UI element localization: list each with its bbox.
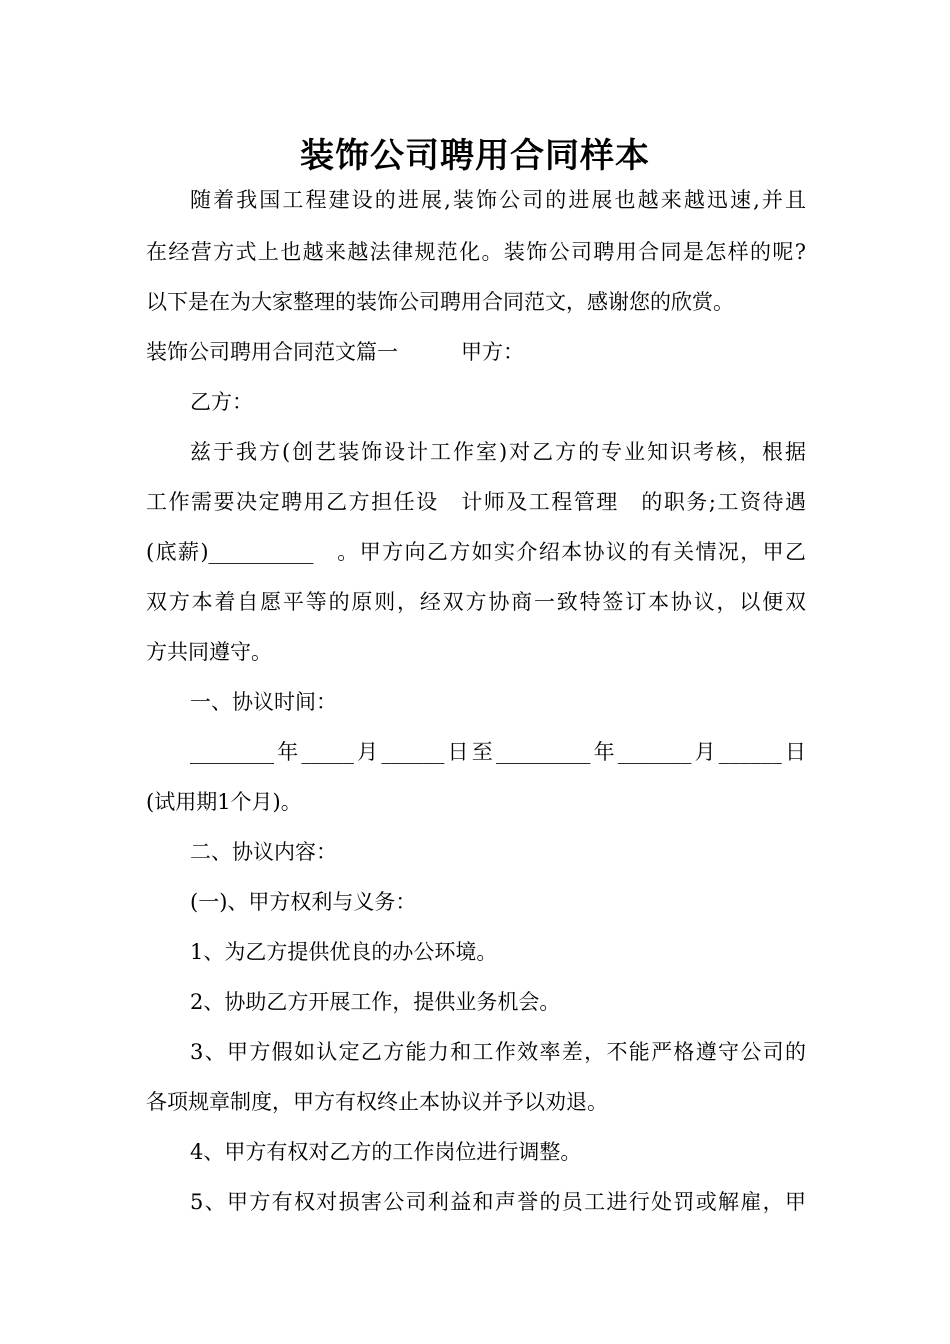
paragraph-line: (底薪)__________ 。甲方向乙方如实介绍本协议的有关情况，甲乙 — [146, 540, 806, 564]
paragraph-line: 双方本着自愿平等的原则，经双方协商一致特签订本协议，以便双 — [146, 590, 806, 614]
section-heading: 一、协议时间： — [190, 690, 337, 714]
section-heading: 装饰公司聘用合同范文篇一 甲方： — [146, 340, 524, 364]
paragraph-line: 随着我国工程建设的进展,装饰公司的进展也越来越迅速,并且 — [190, 188, 806, 212]
list-item: 2、协助乙方开展工作，提供业务机会。 — [190, 990, 561, 1014]
paragraph-line: 方共同遵守。 — [146, 640, 272, 664]
subsection-heading: (一)、甲方权利与义务： — [190, 890, 417, 914]
list-item: 5、甲方有权对损害公司利益和声誉的员工进行处罚或解雇，甲 — [190, 1190, 806, 1214]
paragraph-line: 以下是在为大家整理的装饰公司聘用合同范文，感谢您的欣赏。 — [146, 290, 734, 314]
paragraph-line: 在经营方式上也越来越法律规范化。装饰公司聘用合同是怎样的呢? — [146, 240, 806, 264]
list-item-continuation: 各项规章制度，甲方有权终止本协议并予以劝退。 — [146, 1090, 608, 1114]
paragraph-line: 乙方： — [190, 390, 253, 414]
date-fill-line: ________年_____月______日至_________年_______月______日 — [190, 740, 806, 764]
document-title: 装饰公司聘用合同样本 — [300, 136, 650, 176]
section-heading: 二、协议内容： — [190, 840, 337, 864]
paragraph-line: 工作需要决定聘用乙方担任设 计师及工程管理 的职务;工资待遇 — [146, 490, 806, 514]
paragraph-line: (试用期1个月)。 — [146, 790, 302, 814]
list-item: 1、为乙方提供优良的办公环境。 — [190, 940, 498, 964]
list-item: 4、甲方有权对乙方的工作岗位进行调整。 — [190, 1140, 582, 1164]
paragraph-line: 兹于我方(创艺装饰设计工作室)对乙方的专业知识考核，根据 — [190, 440, 806, 464]
list-item: 3、甲方假如认定乙方能力和工作效率差，不能严格遵守公司的 — [190, 1040, 806, 1064]
